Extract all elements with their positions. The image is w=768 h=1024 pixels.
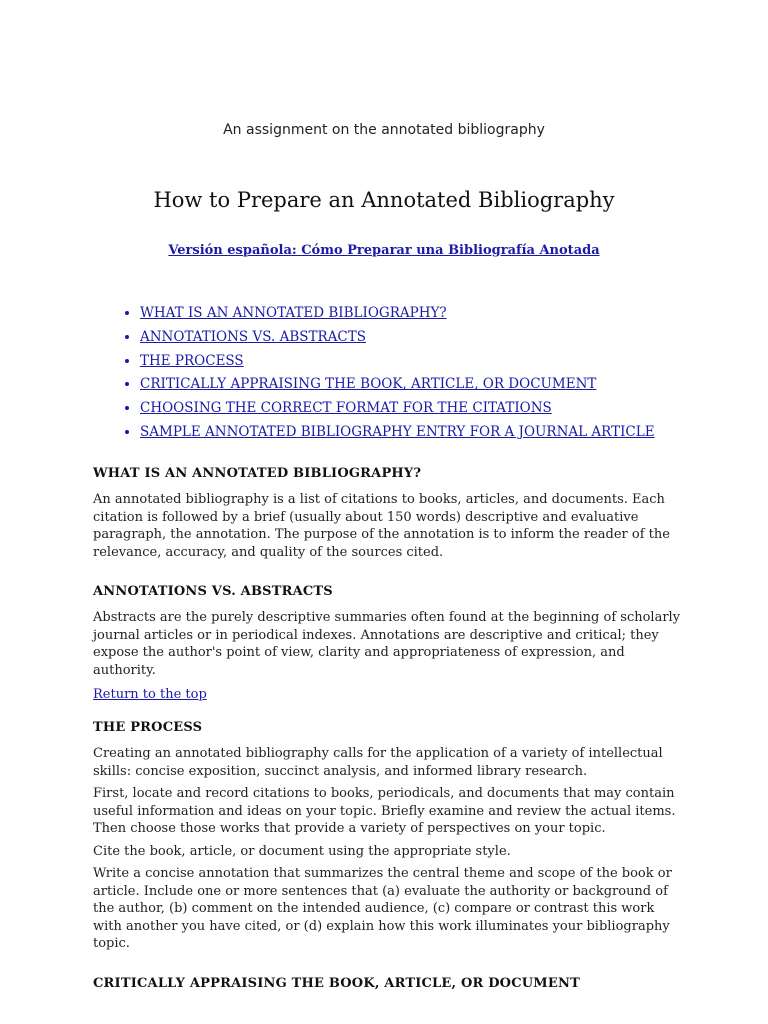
toc-link-annotations-vs-abstracts[interactable]: ANNOTATIONS VS. ABSTRACTS — [140, 328, 366, 345]
toc-link-sample-entry[interactable]: SAMPLE ANNOTATED BIBLIOGRAPHY ENTRY FOR A JOURNAL ARTICLE — [140, 423, 655, 440]
spanish-version-link-wrap — [0, 243, 768, 258]
section-heading-what-is: WHAT IS AN ANNOTATED BIBLIOGRAPHY? — [93, 466, 422, 481]
spanish-version-link[interactable]: Versión española: Cómo Preparar una Bibliografía Anotada — [168, 243, 600, 258]
section-heading-annotations-vs-abstracts: ANNOTATIONS VS. ABSTRACTS — [93, 584, 333, 599]
process-paragraph-2: First, locate and record citations to books, periodicals, and documents that may contain useful information and ideas on your topic. Briefly examine and review the actual items. Then choose those works that provide a variety of perspectives on your topic. — [93, 786, 676, 836]
process-paragraph-4: Write a concise annotation that summarizes the central theme and scope of the book or article. Include one or more sentences that (a) evaluate the authority or background of the author, (b) comment on the intended audience, (c) compare or contrast this work with another you have cited, or (d) explain how this work illuminates your bibliography topic. — [93, 866, 672, 951]
page-subtitle: An assignment on the annotated bibliography — [223, 122, 545, 138]
what-is-paragraph: An annotated bibliography is a list of citations to books, articles, and documents. Each citation is followed by a brief (usually about 150 words) descriptive and evaluative paragraph, the annotation. The purpose of the annotation is to inform the reader of the relevance, accuracy, and quality of the sources cited. — [93, 492, 670, 560]
return-to-top-wrap — [93, 687, 683, 702]
toc-link-what-is[interactable]: WHAT IS AN ANNOTATED BIBLIOGRAPHY? — [140, 305, 447, 321]
toc-item — [140, 350, 655, 374]
page-title: How to Prepare an Annotated Bibliography — [153, 188, 615, 212]
toc-link-citation-format[interactable]: CHOOSING THE CORRECT FORMAT FOR THE CITATIONS — [140, 400, 552, 417]
section-heading-critically-appraising: CRITICALLY APPRAISING THE BOOK, ARTICLE, OR DOCUMENT — [93, 975, 580, 991]
abstracts-paragraph: Abstracts are the purely descriptive summaries often found at the beginning of scholarly journal articles or in periodical indexes. Annotations are descriptive and critical; they expose the author's point of view, clarity and appropriateness of expression, and authority. — [93, 610, 681, 678]
process-paragraph-3: Cite the book, article, or document using the appropriate style. — [93, 843, 511, 859]
return-to-top-link[interactable]: Return to the top — [93, 687, 207, 702]
table-of-contents — [100, 302, 655, 445]
toc-item — [140, 326, 655, 350]
document-body — [93, 466, 683, 1001]
toc-item — [140, 373, 655, 397]
toc-item — [140, 397, 655, 421]
toc-link-critically-appraising[interactable]: CRITICALLY APPRAISING THE BOOK, ARTICLE, OR DOCUMENT — [140, 376, 597, 393]
toc-item — [140, 302, 655, 326]
section-heading-process: THE PROCESS — [93, 720, 203, 735]
process-paragraph-1: Creating an annotated bibliography calls for the application of a variety of intellectual skills: concise exposition, succinct analysis, and informed library research. — [93, 746, 663, 779]
toc-link-process[interactable]: THE PROCESS — [140, 352, 244, 369]
toc-item — [140, 421, 655, 445]
